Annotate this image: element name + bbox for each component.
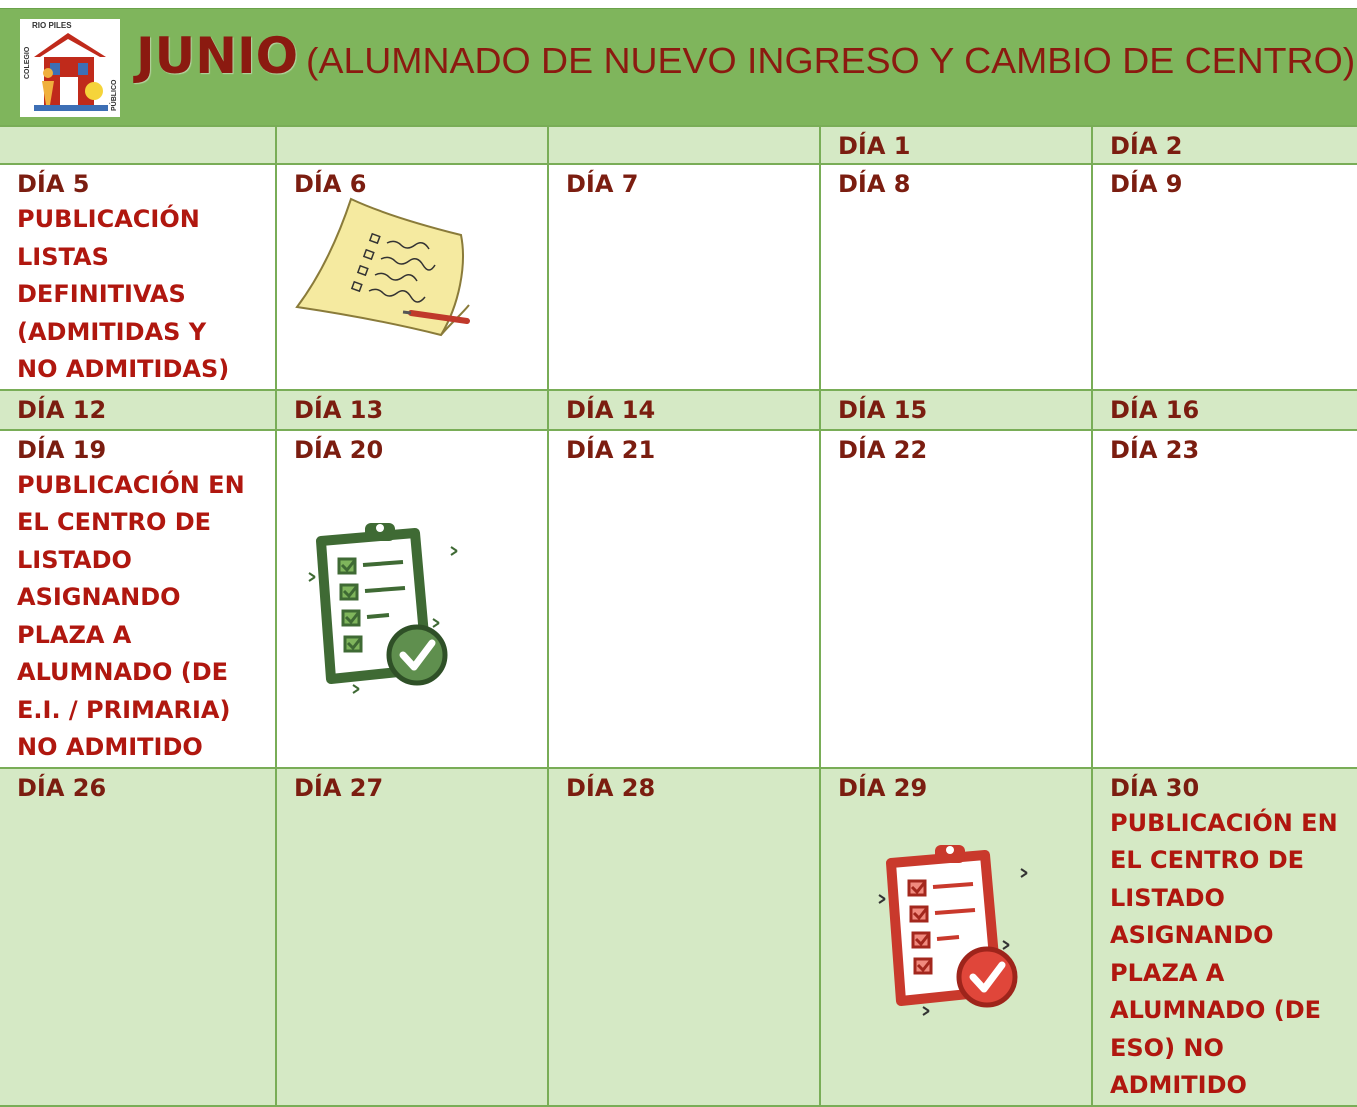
day-label: DÍA 30 bbox=[1110, 773, 1200, 802]
calendar-cell bbox=[820, 126, 1092, 164]
day-label: DÍA 22 bbox=[838, 435, 928, 464]
calendar-cell bbox=[0, 430, 276, 768]
day-label: DÍA 8 bbox=[838, 170, 911, 198]
calendar-cell bbox=[820, 768, 1092, 1106]
calendar-grid bbox=[0, 125, 1357, 1107]
calendar-cell bbox=[0, 164, 276, 390]
calendar-cell bbox=[276, 164, 548, 390]
calendar-week-row bbox=[0, 390, 1357, 430]
day-label: DÍA 9 bbox=[1110, 170, 1183, 198]
calendar-week-row bbox=[0, 430, 1357, 768]
svg-text:RIO PILES: RIO PILES bbox=[32, 21, 72, 30]
day-label: DÍA 19 bbox=[17, 435, 107, 464]
day-label: DÍA 5 bbox=[17, 170, 90, 198]
svg-text:COLEGIO: COLEGIO bbox=[24, 46, 31, 79]
day-label: DÍA 23 bbox=[1110, 435, 1200, 464]
calendar-cell bbox=[820, 430, 1092, 768]
day-label: DÍA 1 bbox=[838, 132, 911, 160]
calendar-cell bbox=[276, 390, 548, 430]
day-label: DÍA 20 bbox=[294, 435, 384, 464]
calendar-cell bbox=[276, 126, 548, 164]
event-note: PUBLICACIÓN EN EL CENTRO DE LISTADO ASIGNANDO PLAZA A ALUMNADO (DE ESO) NO ADMITIDO bbox=[1110, 808, 1338, 1099]
title-month: JUNIO bbox=[136, 27, 299, 85]
day-label: DÍA 13 bbox=[294, 395, 384, 424]
day-label: DÍA 27 bbox=[294, 773, 384, 802]
calendar-week-row bbox=[0, 126, 1357, 164]
calendar-cell bbox=[548, 768, 820, 1106]
day-label: DÍA 16 bbox=[1110, 395, 1200, 424]
calendar-cell bbox=[548, 430, 820, 768]
day-label: DÍA 2 bbox=[1110, 132, 1183, 160]
calendar-cell bbox=[0, 126, 276, 164]
svg-text:PÚBLICO: PÚBLICO bbox=[111, 79, 118, 111]
paper-checklist-icon bbox=[291, 195, 481, 350]
calendar-cell bbox=[1092, 164, 1357, 390]
calendar-cell bbox=[1092, 126, 1357, 164]
calendar-cell bbox=[276, 768, 548, 1106]
day-label: DÍA 12 bbox=[17, 395, 107, 424]
red-clipboard-check-icon bbox=[873, 841, 1043, 1031]
calendar-cell bbox=[276, 430, 548, 768]
day-label: DÍA 21 bbox=[566, 435, 656, 464]
event-note: PUBLICACIÓN LISTAS DEFINITIVAS (ADMITIDAS Y NO ADMITIDAS) bbox=[17, 205, 230, 383]
day-label: DÍA 28 bbox=[566, 773, 656, 802]
calendar-cell bbox=[548, 164, 820, 390]
calendar-cell bbox=[548, 126, 820, 164]
day-label: DÍA 29 bbox=[838, 773, 928, 802]
calendar-week-row bbox=[0, 768, 1357, 1106]
green-clipboard-check-icon bbox=[303, 519, 473, 709]
calendar-cell bbox=[0, 390, 276, 430]
calendar-cell bbox=[548, 390, 820, 430]
calendar-cell bbox=[1092, 430, 1357, 768]
day-label: DÍA 26 bbox=[17, 773, 107, 802]
calendar-cell bbox=[0, 768, 276, 1106]
calendar-cell bbox=[820, 164, 1092, 390]
day-label: DÍA 15 bbox=[838, 395, 928, 424]
header-banner bbox=[0, 8, 1357, 125]
calendar-week-row bbox=[0, 164, 1357, 390]
page-title bbox=[136, 21, 1356, 103]
calendar-cell bbox=[1092, 768, 1357, 1106]
event-note: PUBLICACIÓN EN EL CENTRO DE LISTADO ASIGNANDO PLAZA A ALUMNADO (DE E.I. / PRIMARIA) NO ADMITIDO bbox=[17, 470, 245, 761]
day-label: DÍA 14 bbox=[566, 395, 656, 424]
calendar-cell bbox=[1092, 390, 1357, 430]
school-logo bbox=[20, 19, 120, 117]
title-subtitle: (ALUMNADO DE NUEVO INGRESO Y CAMBIO DE CENTRO) bbox=[306, 40, 1356, 81]
calendar-cell bbox=[820, 390, 1092, 430]
day-label: DÍA 7 bbox=[566, 170, 639, 198]
day-label: DÍA 6 bbox=[294, 170, 367, 198]
